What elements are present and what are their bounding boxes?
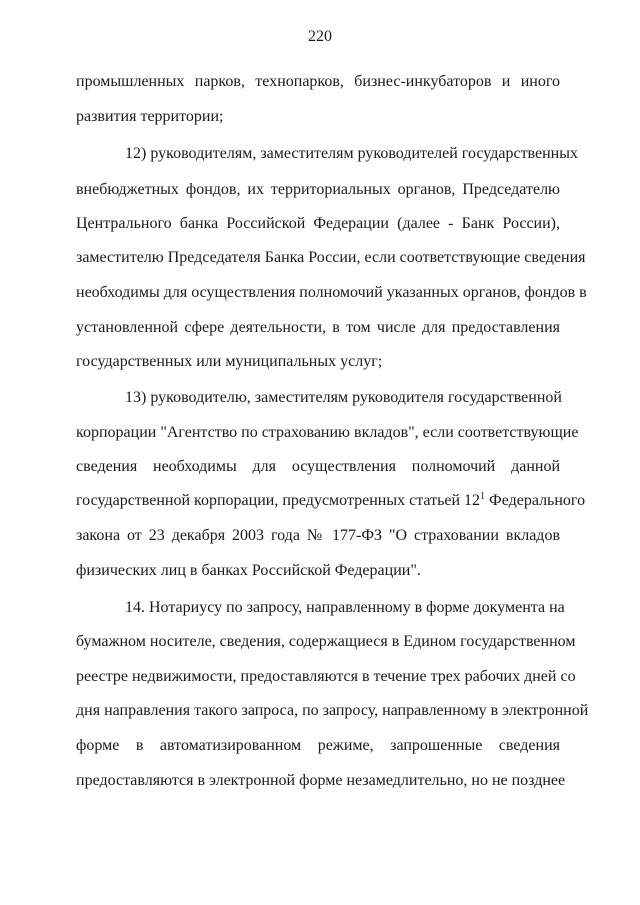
text-line: 14. Нотариусу по запросу, направленному в форме документа на (125, 599, 565, 616)
text-line: форме в автоматизированном режиме, запрошенные сведения (76, 737, 560, 754)
page-number: 220 (308, 28, 332, 45)
text-line: реестре недвижимости, предоставляются в течение трех рабочих дней со (76, 668, 576, 685)
text-line: внебюджетных фондов, их территориальных органов, Председателю (76, 181, 560, 198)
text-segment: государственной корпорации, предусмотренных статьей 12 (76, 492, 481, 509)
text-line: установленной сфере деятельности, в том числе для предоставления (76, 319, 560, 336)
text-line: 13) руководителю, заместителям руководителя государственной (125, 389, 562, 406)
text-line: Центрального банка Российской Федерации (далее - Банк России), (76, 215, 560, 232)
text-line: бумажном носителе, сведения, содержащиеся в Едином государственном (76, 633, 576, 650)
text-line: дня направления такого запроса, по запросу, направленному в электронной (76, 702, 589, 719)
text-segment: Федерального (489, 492, 586, 509)
text-line: закона от 23 декабря 2003 года № 177-ФЗ "О страховании вкладов (76, 527, 560, 544)
text-line: сведения необходимы для осуществления полномочий данной (76, 458, 560, 475)
text-line: корпорации "Агентство по страхованию вкладов", если соответствующие (76, 424, 579, 441)
text-line: промышленных парков, технопарков, бизнес-инкубаторов и иного (76, 73, 560, 90)
text-line: развития территории; (76, 108, 224, 125)
text-line: предоставляются в электронной форме незамедлительно, но не позднее (76, 772, 566, 789)
text-line: необходимы для осуществления полномочий указанных органов, фондов в (76, 284, 587, 301)
text-line (76, 491, 586, 511)
text-line: заместителю Председателя Банка России, если соответствующие сведения (76, 249, 586, 266)
superscript: 1 (480, 491, 486, 502)
text-line: физических лиц в банках Российской Федерации". (76, 562, 421, 579)
text-line: 12) руководителям, заместителям руководителей государственных (125, 145, 578, 162)
text-line: государственных или муниципальных услуг; (76, 353, 383, 370)
